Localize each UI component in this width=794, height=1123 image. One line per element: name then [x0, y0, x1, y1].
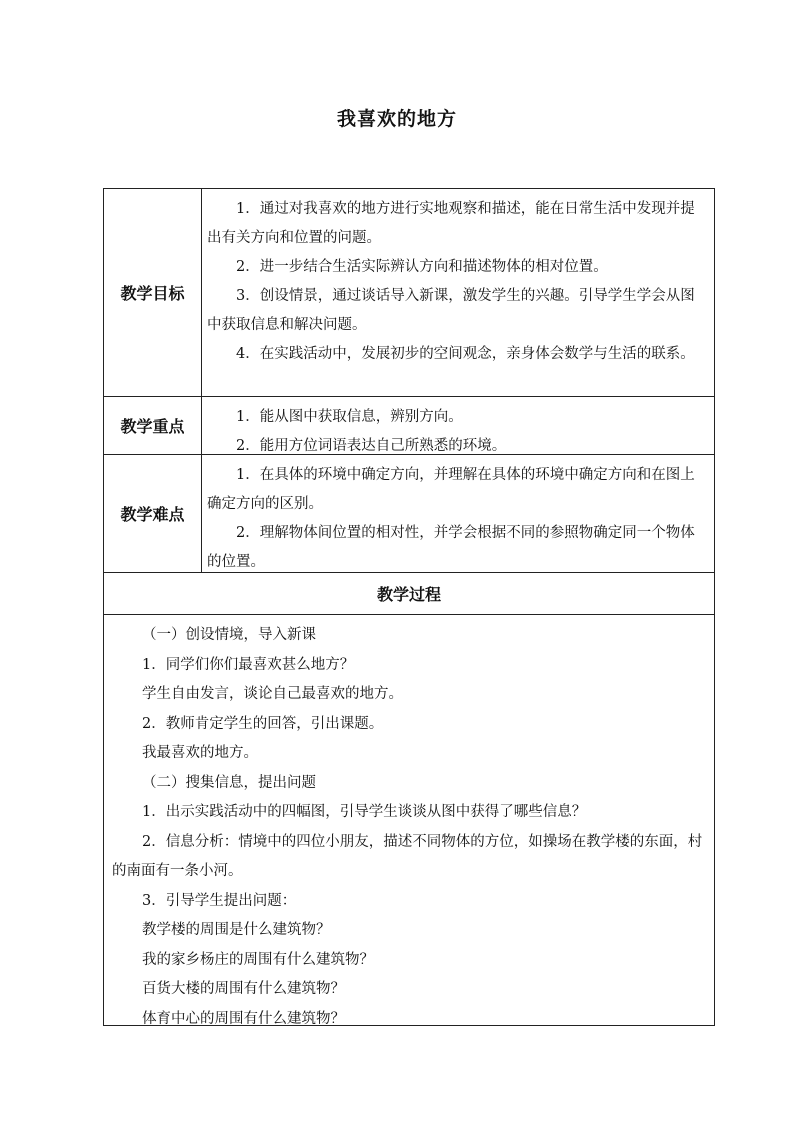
difficulty-item: 1．在具体的环境中确定方向，并理解在具体的环境中确定方向和在图上确定方向的区别。	[207, 467, 695, 512]
process-line: 我最喜欢的地方。	[142, 745, 258, 761]
process-line: 学生自由发言，谈论自己最喜欢的地方。	[142, 686, 403, 702]
process-line: 百货大楼的周围有什么建筑物？	[142, 981, 345, 997]
difficulties-row	[104, 455, 714, 573]
process-line: 我的家乡杨庄的周围有什么建筑物？	[142, 951, 374, 968]
page-title: 我喜欢的地方	[336, 108, 457, 130]
difficulties-content	[201, 455, 714, 572]
process-content	[104, 615, 714, 1025]
process-line: 2．信息分析：情境中的四位小朋友，描述不同物体的方位，如操场在教学楼的东面，村的南面有一条小河。	[112, 833, 703, 879]
key-point-item: 1．能从图中获取信息，辨别方向。	[236, 409, 463, 425]
lesson-plan-table	[103, 188, 715, 1026]
objective-item: 1．通过对我喜欢的地方进行实地观察和描述，能在日常生活中发现并提出有关方向和位置的问题。	[207, 201, 695, 246]
process-line: 1．同学们你们最喜欢甚么地方？	[142, 656, 355, 673]
process-header: 教学过程	[376, 585, 441, 604]
objective-item: 3．创设情景，通过谈话导入新课，激发学生的兴趣。引导学生学会从图中获取信息和解决问题。	[207, 288, 695, 333]
objective-item: 4．在实践活动中，发展初步的空间观念，亲身体会数学与生活的联系。	[236, 346, 695, 362]
process-line: 体育中心的周围有什么建筑物？	[142, 1010, 345, 1027]
objectives-label: 教学目标	[104, 189, 202, 396]
process-line: 3．引导学生提出问题：	[142, 892, 297, 909]
difficulties-label: 教学难点	[104, 455, 202, 572]
process-line: 2．教师肯定学生的回答，引出课题。	[142, 715, 384, 732]
key-points-content	[201, 397, 714, 454]
process-line: （二）搜集信息，提出问题	[142, 774, 316, 791]
process-line: 教学楼的周围是什么建筑物？	[142, 922, 331, 938]
process-line: （一）创设情境，导入新课	[142, 627, 316, 643]
objective-item: 2．进一步结合生活实际辨认方向和描述物体的相对位置。	[236, 259, 608, 275]
key-points-label: 教学重点	[104, 397, 202, 454]
objectives-row	[104, 189, 714, 397]
key-points-row	[104, 397, 714, 455]
difficulty-item: 2．理解物体间位置的相对性，并学会根据不同的参照物确定同一个物体的位置。	[207, 525, 695, 570]
process-header-row	[104, 573, 714, 615]
key-point-item: 2．能用方位词语表达自己所熟悉的环境。	[236, 438, 507, 454]
objectives-content	[201, 189, 714, 396]
process-line: 1．出示实践活动中的四幅图，引导学生谈谈从图中获得了哪些信息？	[142, 804, 587, 820]
